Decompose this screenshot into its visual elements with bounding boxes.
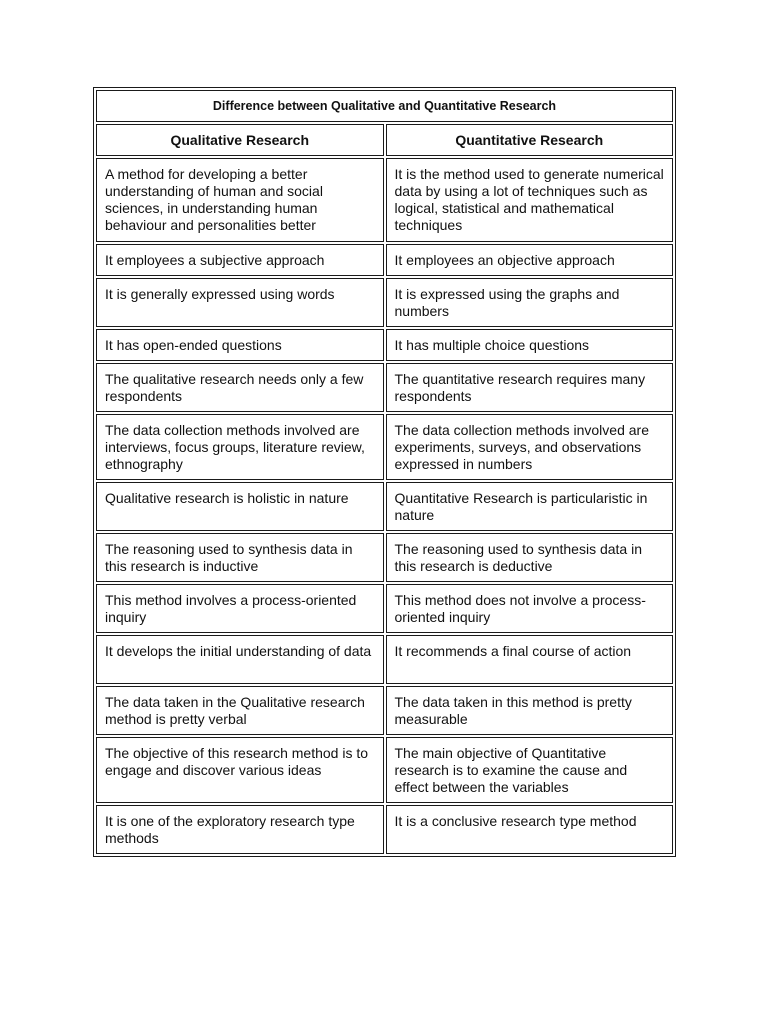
quantitative-cell: Quantitative Research is particularistic in nature bbox=[386, 482, 674, 531]
quantitative-cell: It is the method used to generate numerical data by using a lot of techniques such as logical, statistical and mathematical techniques bbox=[386, 158, 674, 242]
table-row bbox=[96, 584, 673, 633]
quantitative-cell: The main objective of Quantitative research is to examine the cause and effect between the variables bbox=[386, 737, 674, 803]
table-row bbox=[96, 244, 673, 276]
qualitative-cell: It is one of the exploratory research type methods bbox=[96, 805, 384, 854]
table-row bbox=[96, 482, 673, 531]
table-row bbox=[96, 737, 673, 803]
qualitative-cell: It is generally expressed using words bbox=[96, 278, 384, 327]
quantitative-cell: The quantitative research requires many respondents bbox=[386, 363, 674, 412]
quantitative-cell: The data taken in this method is pretty measurable bbox=[386, 686, 674, 735]
table-row bbox=[96, 805, 673, 854]
quantitative-cell: The reasoning used to synthesis data in this research is deductive bbox=[386, 533, 674, 582]
table-title: Difference between Qualitative and Quantitative Research bbox=[96, 90, 673, 122]
quantitative-cell: This method does not involve a process-oriented inquiry bbox=[386, 584, 674, 633]
column-header-qualitative: Qualitative Research bbox=[96, 124, 384, 156]
quantitative-cell: It employees an objective approach bbox=[386, 244, 674, 276]
table-row bbox=[96, 635, 673, 684]
quantitative-cell: The data collection methods involved are experiments, surveys, and observations expressed in numbers bbox=[386, 414, 674, 480]
table-row bbox=[96, 686, 673, 735]
qualitative-cell: It employees a subjective approach bbox=[96, 244, 384, 276]
table-header-row bbox=[96, 124, 673, 156]
table-row bbox=[96, 414, 673, 480]
table-row bbox=[96, 533, 673, 582]
qualitative-cell: Qualitative research is holistic in nature bbox=[96, 482, 384, 531]
qualitative-cell: The data taken in the Qualitative research method is pretty verbal bbox=[96, 686, 384, 735]
column-header-quantitative: Quantitative Research bbox=[386, 124, 674, 156]
qualitative-cell: A method for developing a better understanding of human and social sciences, in understanding human behaviour and personalities better bbox=[96, 158, 384, 242]
quantitative-cell: It is expressed using the graphs and numbers bbox=[386, 278, 674, 327]
qualitative-cell: It has open-ended questions bbox=[96, 329, 384, 361]
qualitative-cell: The objective of this research method is to engage and discover various ideas bbox=[96, 737, 384, 803]
quantitative-cell: It has multiple choice questions bbox=[386, 329, 674, 361]
table-row bbox=[96, 278, 673, 327]
quantitative-cell: It is a conclusive research type method bbox=[386, 805, 674, 854]
qualitative-cell: The qualitative research needs only a few respondents bbox=[96, 363, 384, 412]
qualitative-cell: It develops the initial understanding of data bbox=[96, 635, 384, 684]
table-row bbox=[96, 363, 673, 412]
qualitative-cell: This method involves a process-oriented inquiry bbox=[96, 584, 384, 633]
table-title-row bbox=[96, 90, 673, 122]
comparison-table bbox=[93, 87, 676, 857]
qualitative-cell: The data collection methods involved are interviews, focus groups, literature review, ethnography bbox=[96, 414, 384, 480]
quantitative-cell: It recommends a final course of action bbox=[386, 635, 674, 684]
table-row bbox=[96, 158, 673, 242]
table-row bbox=[96, 329, 673, 361]
qualitative-cell: The reasoning used to synthesis data in this research is inductive bbox=[96, 533, 384, 582]
